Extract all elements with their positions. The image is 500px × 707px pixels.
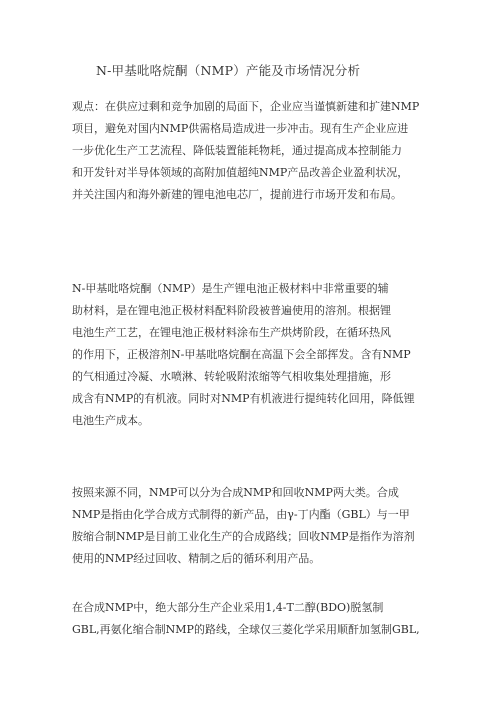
document-title: N-甲基吡咯烷酮（NMP）产能及市场情况分析 xyxy=(96,63,361,78)
paragraph-line: 使用的NMP经过回收、精制之后的循环利用产品。 xyxy=(72,552,321,565)
paragraph-line: 胺缩合制NMP是目前工业化生产的合成路线；回收NMP是指作为溶剂 xyxy=(72,530,415,543)
body-paragraph-3 xyxy=(72,597,436,641)
paragraph-line: N-甲基吡咯烷酮（NMP）是生产锂电池正极材料中非常重要的辅 xyxy=(72,282,389,295)
paragraph-line: 的气相通过冷凝、水喷淋、转轮吸附浓缩等气相收集处理措施，形 xyxy=(72,370,391,383)
summary-line: 观点：在供应过剩和竞争加剧的局面下，企业应当谨慎新建和扩建NMP xyxy=(72,100,420,113)
paragraph-line: 在合成NMP中，绝大部分生产企业采用1,4-T二醇(BDO)脱氢制 xyxy=(72,601,384,614)
paragraph-line: GBL,再氨化缩合制NMP的路线，全球仅三菱化学采用顺酐加氢制GBL, xyxy=(72,623,420,636)
body-paragraph-2 xyxy=(72,482,436,570)
paragraph-line: 电池生产成本。 xyxy=(72,414,149,427)
paragraph-line: 助材料，是在锂电池正极材料配料阶段被普遍使用的溶剂。根据锂 xyxy=(72,304,391,317)
body-paragraph-1 xyxy=(72,278,436,432)
summary-line: 和开发针对半导体领域的高附加值超纯NMP产品改善企业盈利状况， xyxy=(72,166,409,179)
paragraph-line: 按照来源不同，NMP可以分为合成NMP和回收NMP两大类。合成 xyxy=(72,486,399,499)
paragraph-line: NMP是指由化学合成方式制得的新产品，由γ-丁内酯（GBL）与一甲 xyxy=(72,508,410,521)
paragraph-line: 成含有NMP的有机液。同时对NMP有机液进行提纯转化回用，降低锂 xyxy=(72,392,415,405)
summary-line: 项目，避免对国内NMP供需格局造成进一步冲击。现有生产企业应进 xyxy=(72,122,409,135)
paragraph-line: 电池生产工艺，在锂电池正极材料涂布生产烘烤阶段，在循环热风 xyxy=(72,326,391,339)
paragraph-line: 的作用下，正极溶剂N-甲基吡咯烷酮在高温下会全部挥发。含有NMP xyxy=(72,348,411,361)
summary-line: 一步优化生产工艺流程、降低装置能耗物耗，通过提高成本控制能力 xyxy=(72,144,402,157)
summary-paragraph xyxy=(72,96,436,206)
summary-line: 并关注国内和海外新建的锂电池电芯厂，提前进行市场开发和布局。 xyxy=(72,188,402,201)
